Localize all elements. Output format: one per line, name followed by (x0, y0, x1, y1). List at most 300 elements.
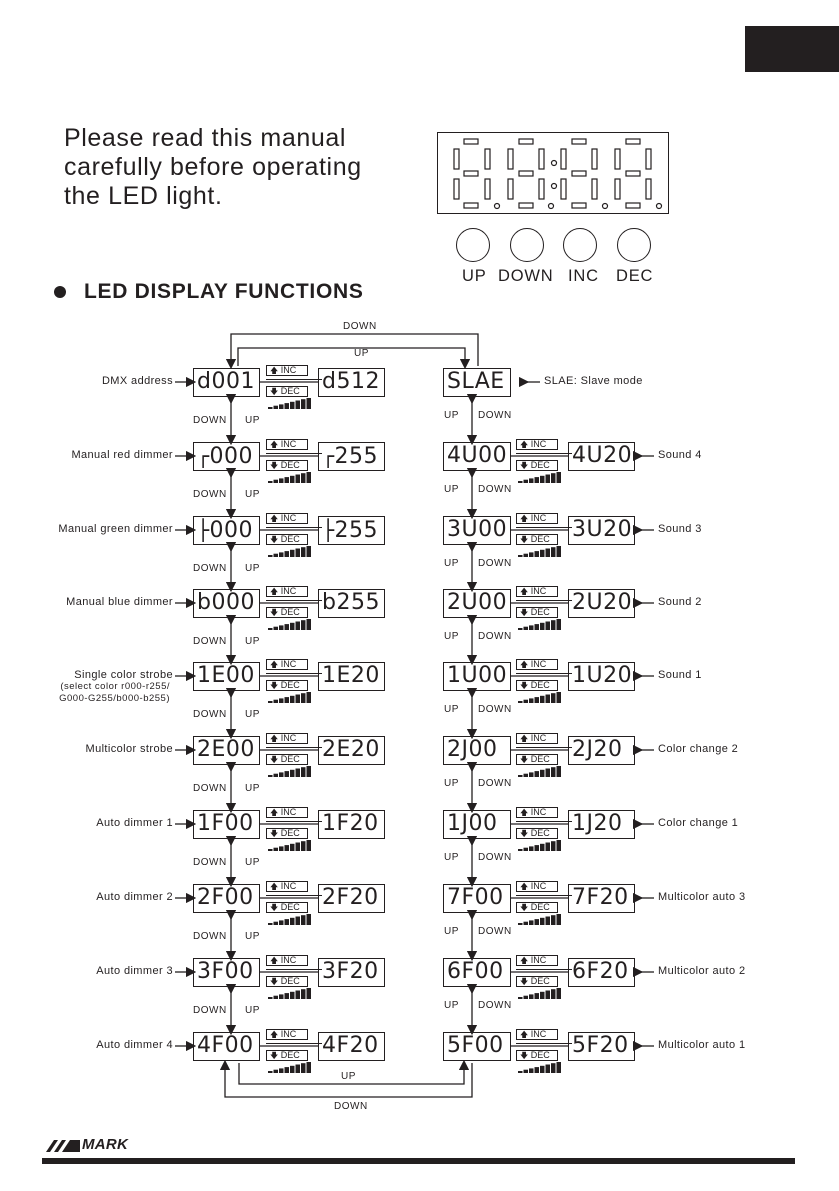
r-glyph-icon: ┌ (322, 444, 335, 468)
left-row-divider (266, 673, 322, 674)
arrow-down-icon: 🡇 (520, 755, 529, 764)
inc-text: INC (280, 807, 297, 817)
arrow-up-icon: 🡅 (270, 734, 279, 743)
left-end-display (318, 662, 385, 691)
intensity-ramp-icon (518, 546, 564, 558)
right-start-display (443, 368, 511, 397)
arrow-up-icon: 🡅 (270, 366, 279, 375)
step-up-label: UP (444, 484, 459, 495)
right-row-dec-button[interactable] (516, 460, 558, 471)
step-down-label: DOWN (478, 484, 512, 495)
right-row-dec-button[interactable] (516, 828, 558, 839)
right-function-label: Sound 1 (658, 669, 702, 681)
left-start-display (193, 810, 260, 839)
right-row-inc-button[interactable] (516, 586, 558, 597)
right-start-display (443, 589, 511, 618)
dec-text: DEC (280, 828, 300, 838)
inc-text: INC (530, 659, 547, 669)
inc-text: INC (530, 733, 547, 743)
right-function-label: Sound 4 (658, 449, 702, 461)
step-down-label: DOWN (193, 636, 227, 647)
right-row-divider (516, 453, 572, 454)
left-row-divider (266, 895, 322, 896)
right-end-display (568, 516, 635, 545)
mark-logo-icon (42, 1138, 80, 1154)
step-down-label: DOWN (478, 704, 512, 715)
display-value: 6F20 (572, 959, 629, 984)
display-value: 2J00 (447, 737, 498, 762)
left-end-display (318, 516, 385, 545)
step-up-label: UP (444, 704, 459, 715)
display-value: 2U20 (572, 590, 633, 615)
step-down-label: DOWN (478, 778, 512, 789)
display-value: 7F00 (447, 885, 504, 910)
dec-text: DEC (530, 828, 550, 838)
step-down-label: DOWN (193, 1005, 227, 1016)
right-function-label: SLAE: Slave mode (544, 375, 643, 387)
arrow-up-icon: 🡅 (520, 882, 529, 891)
right-row-dec-button[interactable] (516, 976, 558, 987)
inc-text: INC (280, 586, 297, 596)
arrow-down-icon: 🡇 (270, 608, 279, 617)
intro-line: carefully before operating (64, 153, 362, 181)
dec-text: DEC (530, 534, 550, 544)
right-end-display (568, 662, 635, 691)
left-row-dec-button[interactable] (266, 976, 308, 987)
display-value: 255 (334, 444, 379, 469)
right-function-label: Multicolor auto 2 (658, 965, 746, 977)
left-start-display (193, 368, 260, 397)
step-up-label: UP (245, 563, 260, 574)
arrow-up-icon: 🡅 (270, 440, 279, 449)
display-value: d512 (322, 369, 380, 394)
right-row-divider (516, 1043, 572, 1044)
right-row-inc-button[interactable] (516, 807, 558, 818)
arrow-down-icon: 🡇 (270, 903, 279, 912)
left-row-divider (266, 747, 322, 748)
arrow-down-icon: 🡇 (270, 977, 279, 986)
left-row-inc-button[interactable] (266, 955, 308, 966)
inc-text: INC (530, 513, 547, 523)
display-value: 5F00 (447, 1033, 504, 1058)
intensity-ramp-icon (518, 766, 564, 778)
top-up-label: UP (354, 348, 369, 359)
left-row-divider (266, 600, 322, 601)
arrow-up-icon: 🡅 (520, 734, 529, 743)
left-function-label: Auto dimmer 2 (96, 891, 173, 903)
arrow-up-icon: 🡅 (520, 956, 529, 965)
step-down-label: DOWN (478, 926, 512, 937)
inc-text: INC (280, 955, 297, 965)
left-row-divider (266, 1043, 322, 1044)
inc-text: INC (280, 659, 297, 669)
left-function-label: Manual blue dimmer (66, 596, 173, 608)
left-row-dec-button[interactable] (266, 460, 308, 471)
dec-text: DEC (280, 902, 300, 912)
dec-text: DEC (280, 680, 300, 690)
step-down-label: DOWN (478, 558, 512, 569)
display-value: 255 (334, 518, 379, 543)
up-label: UP (462, 267, 487, 285)
right-row-dec-button[interactable] (516, 902, 558, 913)
arrow-up-icon: 🡅 (270, 514, 279, 523)
display-value: 2F00 (197, 885, 254, 910)
arrow-down-icon: 🡇 (270, 755, 279, 764)
display-value: 1U00 (447, 663, 508, 688)
display-value: 4U20 (572, 443, 633, 468)
step-down-label: DOWN (193, 709, 227, 720)
left-end-display (318, 958, 385, 987)
display-value: 4F20 (322, 1033, 379, 1058)
left-end-display (318, 442, 385, 471)
left-row-dec-button[interactable] (266, 386, 308, 397)
left-row-dec-button[interactable] (266, 607, 308, 618)
left-row-inc-button[interactable] (266, 659, 308, 670)
left-end-display (318, 589, 385, 618)
intensity-ramp-icon (268, 472, 314, 484)
dec-text: DEC (530, 976, 550, 986)
right-row-inc-button[interactable] (516, 881, 558, 892)
arrow-up-icon: 🡅 (520, 514, 529, 523)
arrow-down-icon: 🡇 (520, 829, 529, 838)
right-row-inc-button[interactable] (516, 439, 558, 450)
arrow-up-icon: 🡅 (270, 1030, 279, 1039)
right-start-display (443, 516, 511, 545)
step-up-label: UP (444, 1000, 459, 1011)
dec-text: DEC (530, 1050, 550, 1060)
right-end-display (568, 442, 635, 471)
step-down-label: DOWN (193, 415, 227, 426)
intensity-ramp-icon (268, 619, 314, 631)
left-row-dec-button[interactable] (266, 828, 308, 839)
left-function-label: Manual green dimmer (58, 523, 173, 535)
inc-text: INC (280, 1029, 297, 1039)
left-row-inc-button[interactable] (266, 1029, 308, 1040)
arrow-up-icon: 🡅 (520, 808, 529, 817)
right-row-divider (516, 821, 572, 822)
dec-text: DEC (280, 754, 300, 764)
left-function-label: DMX address (101, 375, 173, 387)
inc-text: INC (280, 365, 297, 375)
arrow-up-icon: 🡅 (520, 1030, 529, 1039)
dec-label: DEC (616, 267, 654, 285)
right-start-display (443, 1032, 511, 1061)
r-glyph-icon: ┌ (197, 444, 210, 468)
right-row-dec-button[interactable] (516, 607, 558, 618)
intensity-ramp-icon (268, 988, 314, 1000)
right-start-display (443, 810, 511, 839)
left-start-display (193, 516, 260, 545)
left-row-dec-button[interactable] (266, 754, 308, 765)
right-function-label: Multicolor auto 1 (658, 1039, 746, 1051)
arrow-up-icon: 🡅 (520, 440, 529, 449)
display-value: 3U20 (572, 517, 633, 542)
left-row-inc-button[interactable] (266, 365, 308, 376)
right-row-divider (516, 969, 572, 970)
arrow-down-icon: 🡇 (520, 1051, 529, 1060)
left-end-display (318, 884, 385, 913)
inc-label: INC (568, 267, 599, 285)
inc-text: INC (530, 586, 547, 596)
left-row-dec-button[interactable] (266, 680, 308, 691)
left-row-divider (266, 453, 322, 454)
left-start-display (193, 662, 260, 691)
g-glyph-icon: ├ (322, 518, 335, 542)
right-row-dec-button[interactable] (516, 754, 558, 765)
right-row-divider (516, 600, 572, 601)
step-down-label: DOWN (193, 931, 227, 942)
left-row-inc-button[interactable] (266, 733, 308, 744)
step-down-label: DOWN (478, 631, 512, 642)
right-row-dec-button[interactable] (516, 1050, 558, 1061)
g-glyph-icon: ├ (197, 518, 210, 542)
right-row-dec-button[interactable] (516, 680, 558, 691)
right-row-dec-button[interactable] (516, 534, 558, 545)
right-end-display (568, 736, 635, 765)
right-row-inc-button[interactable] (516, 1029, 558, 1040)
inc-text: INC (530, 955, 547, 965)
dec-text: DEC (530, 902, 550, 912)
step-up-label: UP (245, 857, 260, 868)
step-up-label: UP (444, 631, 459, 642)
left-end-display (318, 810, 385, 839)
display-value: 000 (209, 444, 254, 469)
display-value: 5F20 (572, 1033, 629, 1058)
arrow-down-icon: 🡇 (520, 461, 529, 470)
intensity-ramp-icon (518, 840, 564, 852)
left-row-inc-button[interactable] (266, 807, 308, 818)
left-function-label: Multicolor strobe (85, 743, 173, 755)
display-value: 1F20 (322, 811, 379, 836)
left-end-display (318, 1032, 385, 1061)
display-value: 2J20 (572, 737, 623, 762)
dec-text: DEC (280, 386, 300, 396)
right-end-display (568, 1032, 635, 1061)
left-function-label: Auto dimmer 4 (96, 1039, 173, 1051)
left-row-inc-button[interactable] (266, 881, 308, 892)
step-up-label: UP (245, 1005, 260, 1016)
display-value: 3U00 (447, 517, 508, 542)
inc-text: INC (280, 733, 297, 743)
dec-text: DEC (280, 976, 300, 986)
arrow-down-icon: 🡇 (520, 977, 529, 986)
step-down-label: DOWN (193, 857, 227, 868)
display-value: 4U00 (447, 443, 508, 468)
display-value: 2E00 (197, 737, 255, 762)
inc-text: INC (530, 881, 547, 891)
inc-text: INC (530, 807, 547, 817)
right-start-display (443, 884, 511, 913)
display-value: 1E20 (322, 663, 380, 688)
step-down-label: DOWN (478, 852, 512, 863)
intensity-ramp-icon (518, 692, 564, 704)
arrow-down-icon: 🡇 (520, 903, 529, 912)
right-row-inc-button[interactable] (516, 955, 558, 966)
step-down-label: DOWN (478, 1000, 512, 1011)
right-start-display (443, 442, 511, 471)
right-row-divider (516, 895, 572, 896)
arrow-up-icon: 🡅 (270, 882, 279, 891)
intro-line: the LED light. (64, 182, 223, 210)
left-function-label: Single color strobe (74, 669, 173, 681)
right-row-divider (516, 673, 572, 674)
display-value: d001 (197, 369, 255, 394)
step-down-label: DOWN (478, 410, 512, 421)
step-up-label: UP (245, 415, 260, 426)
display-value: 4F00 (197, 1033, 254, 1058)
left-start-display (193, 736, 260, 765)
step-up-label: UP (245, 709, 260, 720)
bottom-down-label: DOWN (334, 1101, 368, 1112)
arrow-up-icon: 🡅 (270, 660, 279, 669)
display-value: SLAE (447, 369, 505, 394)
intensity-ramp-icon (518, 472, 564, 484)
left-start-display (193, 958, 260, 987)
display-value: 1J20 (572, 811, 623, 836)
intensity-ramp-icon (518, 914, 564, 926)
left-row-dec-button[interactable] (266, 902, 308, 913)
step-up-label: UP (444, 852, 459, 863)
arrow-down-icon: 🡇 (270, 387, 279, 396)
arrow-up-icon: 🡅 (270, 956, 279, 965)
arrow-down-icon: 🡇 (270, 461, 279, 470)
left-function-label: Auto dimmer 3 (96, 965, 173, 977)
dec-text: DEC (530, 754, 550, 764)
right-end-display (568, 589, 635, 618)
dec-text: DEC (280, 1050, 300, 1060)
step-up-label: UP (444, 410, 459, 421)
display-value: 1F00 (197, 811, 254, 836)
step-up-label: UP (444, 926, 459, 937)
left-function-sublabel: (select color r000-r255/ (60, 681, 170, 692)
right-function-label: Sound 3 (658, 523, 702, 535)
display-value: 2U00 (447, 590, 508, 615)
left-row-inc-button[interactable] (266, 586, 308, 597)
step-up-label: UP (245, 489, 260, 500)
step-up-label: UP (245, 636, 260, 647)
left-row-inc-button[interactable] (266, 513, 308, 524)
step-up-label: UP (444, 558, 459, 569)
inc-text: INC (530, 439, 547, 449)
right-function-label: Multicolor auto 3 (658, 891, 746, 903)
right-row-divider (516, 527, 572, 528)
left-row-divider (266, 379, 322, 380)
step-up-label: UP (245, 931, 260, 942)
display-value: 7F20 (572, 885, 629, 910)
dec-text: DEC (530, 680, 550, 690)
left-start-display (193, 1032, 260, 1061)
down-label: DOWN (498, 267, 554, 285)
arrow-down-icon: 🡇 (520, 535, 529, 544)
display-value: 2E20 (322, 737, 380, 762)
intensity-ramp-icon (268, 546, 314, 558)
display-value: 6F00 (447, 959, 504, 984)
right-row-divider (516, 747, 572, 748)
inc-text: INC (530, 1029, 547, 1039)
right-start-display (443, 662, 511, 691)
left-row-divider (266, 821, 322, 822)
display-value: 1J00 (447, 811, 498, 836)
dec-text: DEC (280, 607, 300, 617)
arrow-down-icon: 🡇 (520, 681, 529, 690)
left-start-display (193, 442, 260, 471)
left-start-display (193, 884, 260, 913)
right-row-inc-button[interactable] (516, 733, 558, 744)
right-function-label: Color change 2 (658, 743, 739, 755)
display-value: 1E00 (197, 663, 255, 688)
right-row-inc-button[interactable] (516, 659, 558, 670)
arrow-up-icon: 🡅 (520, 587, 529, 596)
intensity-ramp-icon (518, 988, 564, 1000)
dec-text: DEC (280, 460, 300, 470)
section-title: LED DISPLAY FUNCTIONS (84, 280, 364, 303)
left-end-display (318, 368, 385, 397)
left-row-dec-button[interactable] (266, 1050, 308, 1061)
intensity-ramp-icon (268, 692, 314, 704)
intensity-ramp-icon (268, 914, 314, 926)
left-function-label: Manual red dimmer (71, 449, 173, 461)
right-end-display (568, 884, 635, 913)
left-start-display (193, 589, 260, 618)
intro-line: Please read this manual (64, 124, 347, 152)
left-function-sublabel: G000-G255/b000-b255) (59, 693, 170, 704)
right-function-label: Sound 2 (658, 596, 702, 608)
right-start-display (443, 958, 511, 987)
step-up-label: UP (245, 783, 260, 794)
arrow-down-icon: 🡇 (270, 681, 279, 690)
display-value: b000 (197, 590, 255, 615)
left-row-dec-button[interactable] (266, 534, 308, 545)
dec-text: DEC (530, 607, 550, 617)
right-start-display (443, 736, 511, 765)
inc-text: INC (280, 513, 297, 523)
arrow-up-icon: 🡅 (270, 808, 279, 817)
display-value: 3F20 (322, 959, 379, 984)
arrow-up-icon: 🡅 (270, 587, 279, 596)
arrow-down-icon: 🡇 (520, 608, 529, 617)
arrow-down-icon: 🡇 (270, 1051, 279, 1060)
bottom-up-label: UP (341, 1071, 356, 1082)
right-row-inc-button[interactable] (516, 513, 558, 524)
left-row-divider (266, 969, 322, 970)
display-value: 2F20 (322, 885, 379, 910)
intensity-ramp-icon (268, 1062, 314, 1074)
top-down-label: DOWN (343, 321, 377, 332)
intensity-ramp-icon (268, 840, 314, 852)
right-end-display (568, 958, 635, 987)
right-function-label: Color change 1 (658, 817, 739, 829)
arrow-down-icon: 🡇 (270, 829, 279, 838)
intensity-ramp-icon (268, 766, 314, 778)
left-function-label: Auto dimmer 1 (96, 817, 173, 829)
arrow-down-icon: 🡇 (270, 535, 279, 544)
arrow-up-icon: 🡅 (520, 660, 529, 669)
display-value: 000 (209, 518, 254, 543)
brand-logo: MARK (82, 1136, 129, 1153)
inc-text: INC (280, 881, 297, 891)
footer-rule (42, 1158, 795, 1164)
intensity-ramp-icon (518, 619, 564, 631)
intensity-ramp-icon (518, 1062, 564, 1074)
right-end-display (568, 810, 635, 839)
left-end-display (318, 736, 385, 765)
step-down-label: DOWN (193, 563, 227, 574)
step-down-label: DOWN (193, 489, 227, 500)
display-value: 3F00 (197, 959, 254, 984)
left-row-inc-button[interactable] (266, 439, 308, 450)
left-row-divider (266, 527, 322, 528)
display-value: b255 (322, 590, 380, 615)
